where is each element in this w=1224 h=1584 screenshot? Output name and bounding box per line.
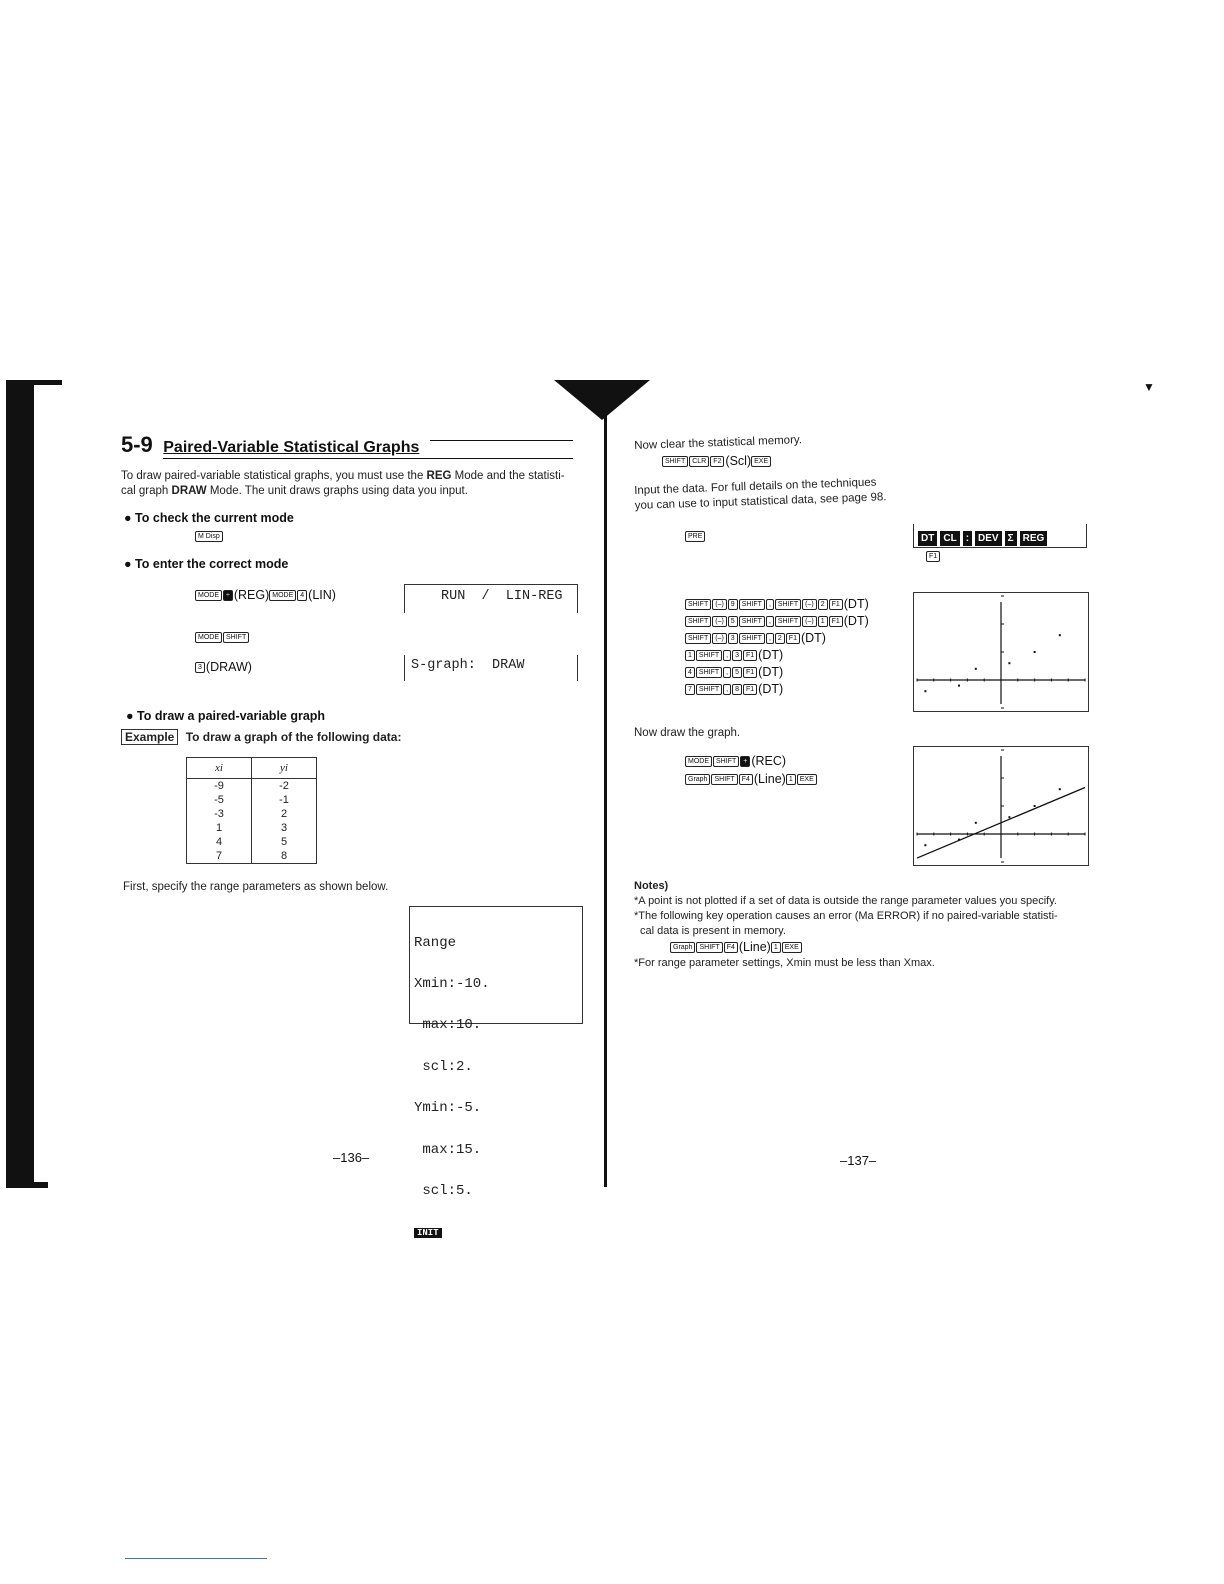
heading-rule-top [430,440,573,441]
bullet-icon: ● [124,511,132,525]
f1-key[interactable]: F1 [829,599,843,610]
notes-heading: Notes) [634,880,669,892]
table-cell: -9 [187,779,252,794]
left-page-number: –136– [333,1150,370,1165]
comma-key[interactable]: , [723,684,731,695]
data-entry-line [685,596,869,613]
key-4[interactable]: 4 [297,590,307,601]
range-line-ymax: max:15. [414,1141,482,1158]
data-point [1008,816,1010,818]
exe-key[interactable]: EXE [782,942,802,953]
key-1[interactable]: 1 [786,774,796,785]
left-scan-foot [30,1182,48,1188]
lcd-run-display [404,584,578,613]
draw-line-1 [685,753,786,770]
spine-top [554,380,650,420]
data-point [958,685,960,687]
shift-key[interactable]: SHIFT [711,774,737,785]
table-cell: 8 [252,849,317,864]
clear-memory-keys [662,453,772,470]
data-entry-block [685,596,869,698]
table-row [187,779,317,794]
shift-key[interactable]: SHIFT [696,942,722,953]
draw-graph-text: Now draw the graph. [634,727,741,739]
function-menu-bar [913,524,1087,548]
clr-key[interactable]: CLR [689,456,709,467]
bottom-rule [125,1558,267,1559]
data-entry-line [685,664,869,681]
range-line-xmax: max:10. [414,1017,482,1034]
shift-key[interactable]: SHIFT [739,616,765,627]
data-point [975,822,977,824]
key-7[interactable]: 7 [685,684,695,695]
graph-key[interactable]: Graph [670,942,695,953]
pre-key[interactable]: PRE [685,531,705,542]
key-9[interactable]: 9 [728,599,738,610]
key-5[interactable]: 5 [732,667,742,678]
lcd-sgraph-display [404,655,578,681]
menu-dt[interactable]: DT [918,531,937,546]
data-point [1034,651,1036,653]
data-entry-line [685,681,869,698]
table-cell: -3 [187,807,252,821]
shift-key[interactable]: SHIFT [223,632,249,643]
note-2-keys [634,939,1104,956]
comma-key[interactable]: , [723,667,731,678]
mode-key[interactable]: MODE [269,590,296,601]
table-cell: -2 [252,779,317,794]
intro-text-2: Mode and the statisti- [451,470,565,482]
note-2a: *The following key operation causes an error (Ma ERROR) if no paired-variable statisti- [634,910,1058,922]
mode-line-1 [195,587,336,604]
negative-key[interactable]: (–) [802,616,817,627]
draw-line-2 [685,771,818,788]
key-1[interactable]: 1 [818,616,828,627]
notes-section [634,879,1104,971]
shift-key[interactable]: SHIFT [713,756,739,767]
check-mode-heading [124,511,294,525]
shift-key[interactable]: SHIFT [696,684,722,695]
exe-key[interactable]: EXE [797,774,817,785]
comma-key[interactable]: , [766,599,774,610]
table-row [187,793,317,807]
table-cell: 1 [187,821,252,835]
f1-key[interactable]: F1 [829,616,843,627]
scatter-graph [913,592,1089,712]
range-line-xscl: scl:2. [414,1058,473,1075]
lcd-sgraph-text: S-graph: DRAW [411,658,525,673]
example-badge: Example [121,729,178,745]
data-entry-line [685,613,869,630]
data-entry-line [685,647,869,664]
clear-memory-text: Now clear the statistical memory. [634,434,803,452]
regression-graph [913,746,1089,866]
table-cell: 7 [187,849,252,864]
data-point [1059,634,1061,636]
shift-key[interactable]: SHIFT [685,633,711,644]
table-cell: 3 [252,821,317,835]
key-2[interactable]: 2 [775,633,785,644]
negative-key[interactable]: (–) [712,633,727,644]
f1-key[interactable]: F1 [743,684,757,695]
intro-reg: REG [426,470,452,482]
input-text-line-1: Input the data. For full details on the techniques [634,476,877,497]
shift-key[interactable]: SHIFT [739,633,765,644]
shift-key[interactable]: SHIFT [775,616,801,627]
draw-label: (DRAW) [205,660,252,674]
shift-key[interactable]: SHIFT [685,599,711,610]
rec-label: (REC) [751,754,787,768]
key-2[interactable]: 2 [818,599,828,610]
f1-key[interactable]: F1 [786,633,800,644]
plus-key[interactable]: + [740,756,750,767]
note-3: *For range parameter settings, Xmin must be less than Xmax. [634,957,935,969]
mode-line-3 [195,659,252,676]
key-5[interactable]: 5 [728,616,738,627]
shift-key[interactable]: SHIFT [662,456,688,467]
key-1[interactable]: 1 [771,942,781,953]
menu-sigma[interactable]: Σ [1005,531,1017,546]
negative-key[interactable]: (–) [802,599,817,610]
table-row [187,849,317,864]
check-mode-label: To check the current mode [135,511,294,525]
menu-colon[interactable]: : [963,531,972,546]
key-1[interactable]: 1 [685,650,695,661]
range-line-ymin: Ymin:-5. [414,1100,482,1117]
key-8[interactable]: 8 [732,684,742,695]
shift-key[interactable]: SHIFT [685,616,711,627]
data-point [924,844,926,846]
menu-dev[interactable]: DEV [975,531,1002,546]
intro-paragraph [121,469,581,499]
data-point [1034,805,1036,807]
f2-key[interactable]: F2 [710,456,724,467]
f1-key[interactable]: F1 [743,650,757,661]
comma-key[interactable]: , [766,616,774,627]
data-point [1059,788,1061,790]
table-row [187,821,317,835]
data-point [975,668,977,670]
negative-key[interactable]: (–) [712,616,727,627]
bullet-icon: ● [124,557,132,571]
section-number: 5-9 [121,432,153,457]
lcd-run-text: RUN / LIN-REG [441,589,563,604]
table-cell: 4 [187,835,252,849]
table-header-xi: xi [187,758,252,779]
table-header-yi: yi [252,758,317,779]
line-label: (Line) [738,940,771,954]
mode-key[interactable]: MODE [195,632,222,643]
data-entry-line [685,630,869,647]
scl-label: (Scl) [725,454,752,468]
mode-key[interactable]: MODE [195,590,222,601]
intro-text-3: cal graph [121,485,172,497]
draw-graph-label: To draw a paired-variable graph [137,709,326,723]
data-table [186,757,317,864]
key-3[interactable]: 3 [728,633,738,644]
mode-line-2 [195,629,250,646]
exe-key[interactable]: EXE [751,456,771,467]
left-scan-notch [30,380,62,385]
intro-draw: DRAW [171,485,207,497]
data-point [1008,662,1010,664]
init-softkey[interactable]: INIT [414,1228,442,1238]
comma-key[interactable]: , [723,650,731,661]
f1-key[interactable]: F1 [743,667,757,678]
shift-key[interactable]: SHIFT [739,599,765,610]
dt-label: (DT) [758,648,784,662]
mode-key[interactable]: MODE [685,756,712,767]
lin-label: (LIN) [308,588,336,602]
table-cell: -5 [187,793,252,807]
right-page-number: –137– [840,1153,877,1168]
corner-mark: ▼ [1143,380,1155,394]
bullet-icon: ● [126,709,134,723]
key-3[interactable]: 3 [195,662,205,673]
check-mode-keys [195,528,224,545]
range-line-yscl: scl:5. [414,1182,473,1199]
dt-label: (DT) [843,597,869,611]
table-cell: -1 [252,793,317,807]
table-row [187,835,317,849]
range-line-xmin: Xmin:-10. [414,975,490,992]
book-spine [604,395,607,1187]
range-screen-content [414,909,490,1269]
heading-rule [163,458,573,459]
f4-key[interactable]: F4 [739,774,753,785]
line-label: (Line) [753,772,786,786]
input-text-line-2: you can use to input statistical data, see page 98. [634,491,887,512]
draw-graph-heading [126,709,325,723]
f1-key-line [926,548,941,565]
dt-label: (DT) [843,614,869,628]
section-title: Paired-Variable Statistical Graphs [163,439,420,456]
intro-text: To draw paired-variable statistical graphs, you must use the [121,470,427,482]
intro-text-4: Mode. The unit draws graphs using data you input. [206,485,468,497]
range-screen [409,906,583,1239]
dt-label: (DT) [758,665,784,679]
table-cell: 5 [252,835,317,849]
note-2b: cal data is present in memory. [640,925,786,937]
input-data-text [634,475,887,514]
data-point [924,690,926,692]
range-title: Range [414,934,457,951]
example-text: To draw a graph of the following data: [185,730,402,744]
dt-label: (DT) [800,631,826,645]
comma-key[interactable]: , [766,633,774,644]
menu-reg[interactable]: REG [1020,531,1048,546]
graph-key[interactable]: Graph [685,774,710,785]
negative-key[interactable]: (–) [712,599,727,610]
key-4[interactable]: 4 [685,667,695,678]
shift-key[interactable]: SHIFT [696,667,722,678]
reg-label: (REG) [233,588,270,602]
shift-key[interactable]: SHIFT [775,599,801,610]
dt-label: (DT) [758,682,784,696]
range-instruction: First, specify the range parameters as shown below. [123,881,389,893]
left-scan-edge [6,380,34,1188]
enter-mode-heading [124,557,288,571]
table-cell: 2 [252,807,317,821]
f4-key[interactable]: F4 [724,942,738,953]
mdisp-key[interactable]: M Disp [195,531,223,542]
table-row [187,807,317,821]
example-line [121,730,401,744]
f1-key[interactable]: F1 [926,551,940,562]
key-3[interactable]: 3 [732,650,742,661]
note-1: *A point is not plotted if a set of data is outside the range parameter values you specify. [634,895,1057,907]
pre-key-line [685,528,706,545]
menu-cl[interactable]: CL [940,531,959,546]
divide-key[interactable]: ÷ [223,590,233,601]
shift-key[interactable]: SHIFT [696,650,722,661]
enter-mode-label: To enter the correct mode [135,557,289,571]
